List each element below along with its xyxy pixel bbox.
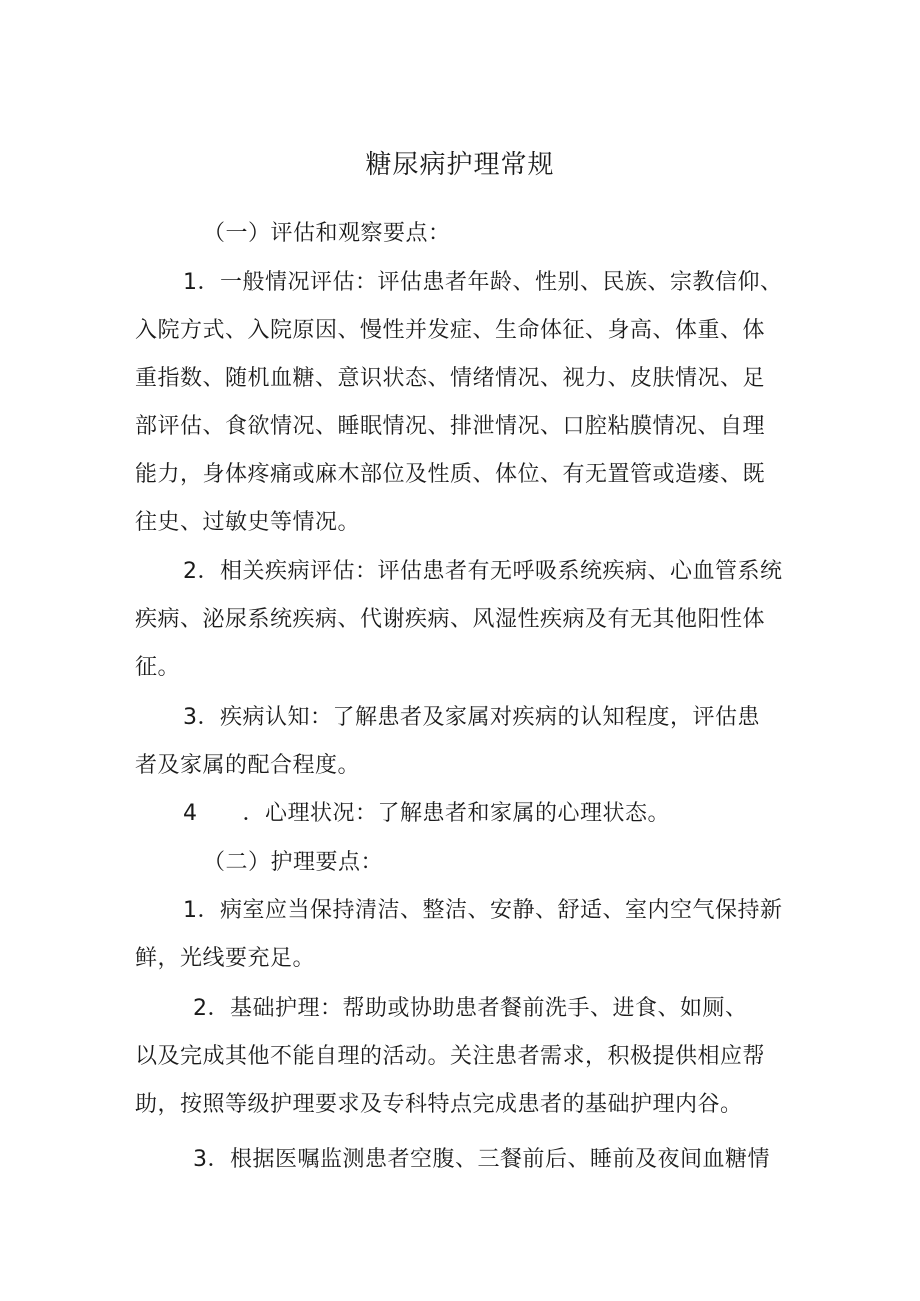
- paragraph-line: 助，按照等级护理要求及专科特点完成患者的基础护理内谷。: [135, 1092, 743, 1117]
- paragraph-line: 3．疾病认知：了解患者及家属对疾病的认知程度，评估患: [183, 705, 760, 730]
- paragraph-line: 1．一般情况评估：评估患者年龄、性别、民族、宗教信仰、: [183, 270, 783, 295]
- paragraph-line: 2．相关疾病评估：评估患者有无呼吸系统疾病、心血管系统: [183, 559, 783, 584]
- paragraph-line: 者及家属的配合程度。: [135, 753, 361, 778]
- paragraph-line: 1．病室应当保持清洁、整洁、安静、舒适、室内空气保持新: [183, 898, 783, 923]
- paragraph-line: 以及完成其他不能自理的活动。关注患者需求，积极提供相应帮: [135, 1044, 766, 1069]
- paragraph-line: 往史、过敏史等情况。: [135, 510, 361, 535]
- paragraph-line: 征。: [135, 655, 181, 680]
- paragraph-line: 2．基础护理：帮助或协助患者餐前洗手、进食、如厕、: [193, 996, 748, 1021]
- paragraph-line: 部评估、食欲情况、睡眠情况、排泄情况、口腔粘膜情况、自理: [135, 414, 766, 439]
- paragraph-line: 重指数、随机血糖、意识状态、情绪情况、视力、皮肤情况、足: [135, 366, 766, 391]
- section-heading-nursing: （二）护理要点：: [203, 850, 384, 875]
- paragraph-line: 鲜，光线要充足。: [135, 946, 316, 971]
- paragraph-line: 3．根据医嘱监测患者空腹、三餐前后、睡前及夜间血糖情: [193, 1147, 770, 1172]
- paragraph-line: 能力，身体疼痛或麻木部位及性质、体位、有无置管或造瘘、既: [135, 462, 766, 487]
- paragraph-line: 4 ．心理状况：了解患者和家属的心理状态。: [183, 801, 670, 826]
- section-heading-assessment: （一）评估和观察要点：: [203, 221, 451, 246]
- document-title: 糖尿病护理常规: [365, 150, 555, 180]
- paragraph-line: 疾病、泌尿系统疾病、代谢疾病、风湿性疾病及有无其他阳性体: [135, 607, 766, 632]
- paragraph-line: 入院方式、入院原因、慢性并发症、生命体征、身高、体重、体: [135, 318, 766, 343]
